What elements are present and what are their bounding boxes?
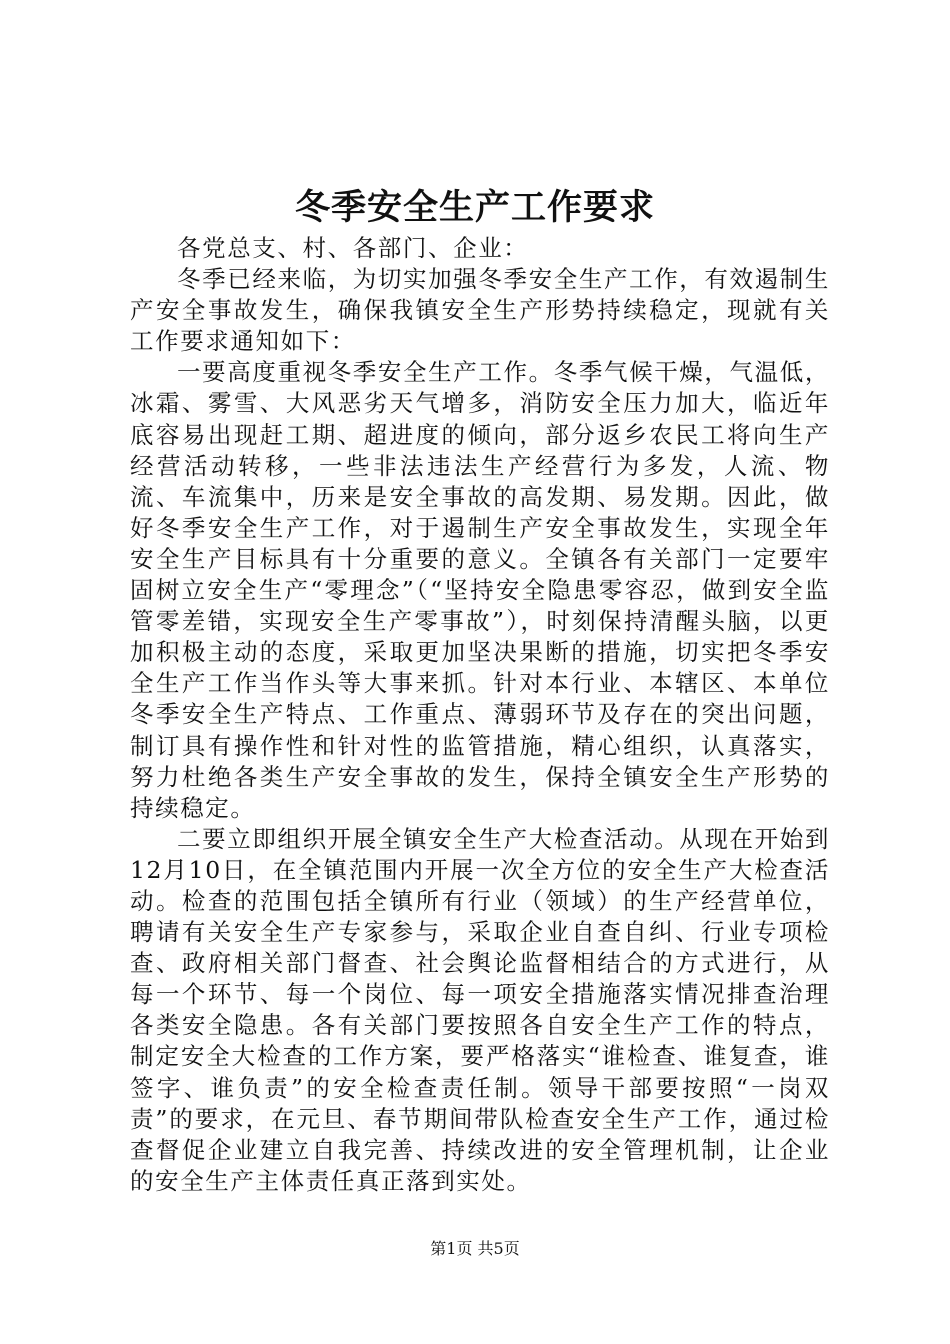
paragraph-intro: 冬季已经来临，为切实加强冬季安全生产工作，有效遏制生产安全事故发生，确保我镇安全生产形势持续稳定，现就有关工作要求通知如下： bbox=[130, 265, 830, 356]
salutation: 各党总支、村、各部门、企业： bbox=[177, 234, 529, 262]
document-body bbox=[130, 233, 830, 1197]
document-title: 冬季安全生产工作要求 bbox=[294, 187, 655, 228]
page-footer: 第1页 共5页 bbox=[430, 1239, 520, 1258]
paragraph-item-1: 一要高度重视冬季安全生产工作。冬季气候干燥，气温低，冰霜、雾雪、大风恶劣天气增多，消防安全压力加大，临近年底容易出现赶工期、超进度的倾向，部分返乡农民工将向生产经营活动转移，一些非法违法生产经营行为多发，人流、物流、车流集中，历来是安全事故的高发期、易发期。因此，做好冬季安全生产工作，对于遏制生产安全事故发生，实现全年安全生产目标具有十分重要的意义。全镇各有关部门一定要牢固树立安全生产“零理念”（“坚持安全隐患零容忍，做到安全监管零差错，实现安全生产零事故”），时刻保持清醒头脑，以更加积极主动的态度，采取更加坚决果断的措施，切实把冬季安全生产工作当作头等大事来抓。针对本行业、本辖区、本单位冬季安全生产特点、工作重点、薄弱环节及存在的突出问题，制订具有操作性和针对性的监管措施，精心组织，认真落实，努力杜绝各类生产安全事故的发生，保持全镇安全生产形势的持续稳定。 bbox=[130, 358, 830, 822]
paragraph-item-2: 二要立即组织开展全镇安全生产大检查活动。从现在开始到12月10日，在全镇范围内开展一次全方位的安全生产大检查活动。检查的范围包括全镇所有行业（领域）的生产经营单位，聘请有关安全生产专家参与，采取企业自查自纠、行业专项检查、政府相关部门督查、社会舆论监督相结合的方式进行，从每一个环节、每一个岗位、每一项安全措施落实情况排查治理各类安全隐患。各有关部门要按照各自安全生产工作的特点，制定安全大检查的工作方案，要严格落实“谁检查、谁复查，谁签字、谁负责”的安全检查责任制。领导干部要按照“一岗双责”的要求，在元旦、春节期间带队检查安全生产工作，通过检查督促企业建立自我完善、持续改进的安全管理机制，让企业的安全生产主体责任真正落到实处。 bbox=[130, 824, 830, 1195]
